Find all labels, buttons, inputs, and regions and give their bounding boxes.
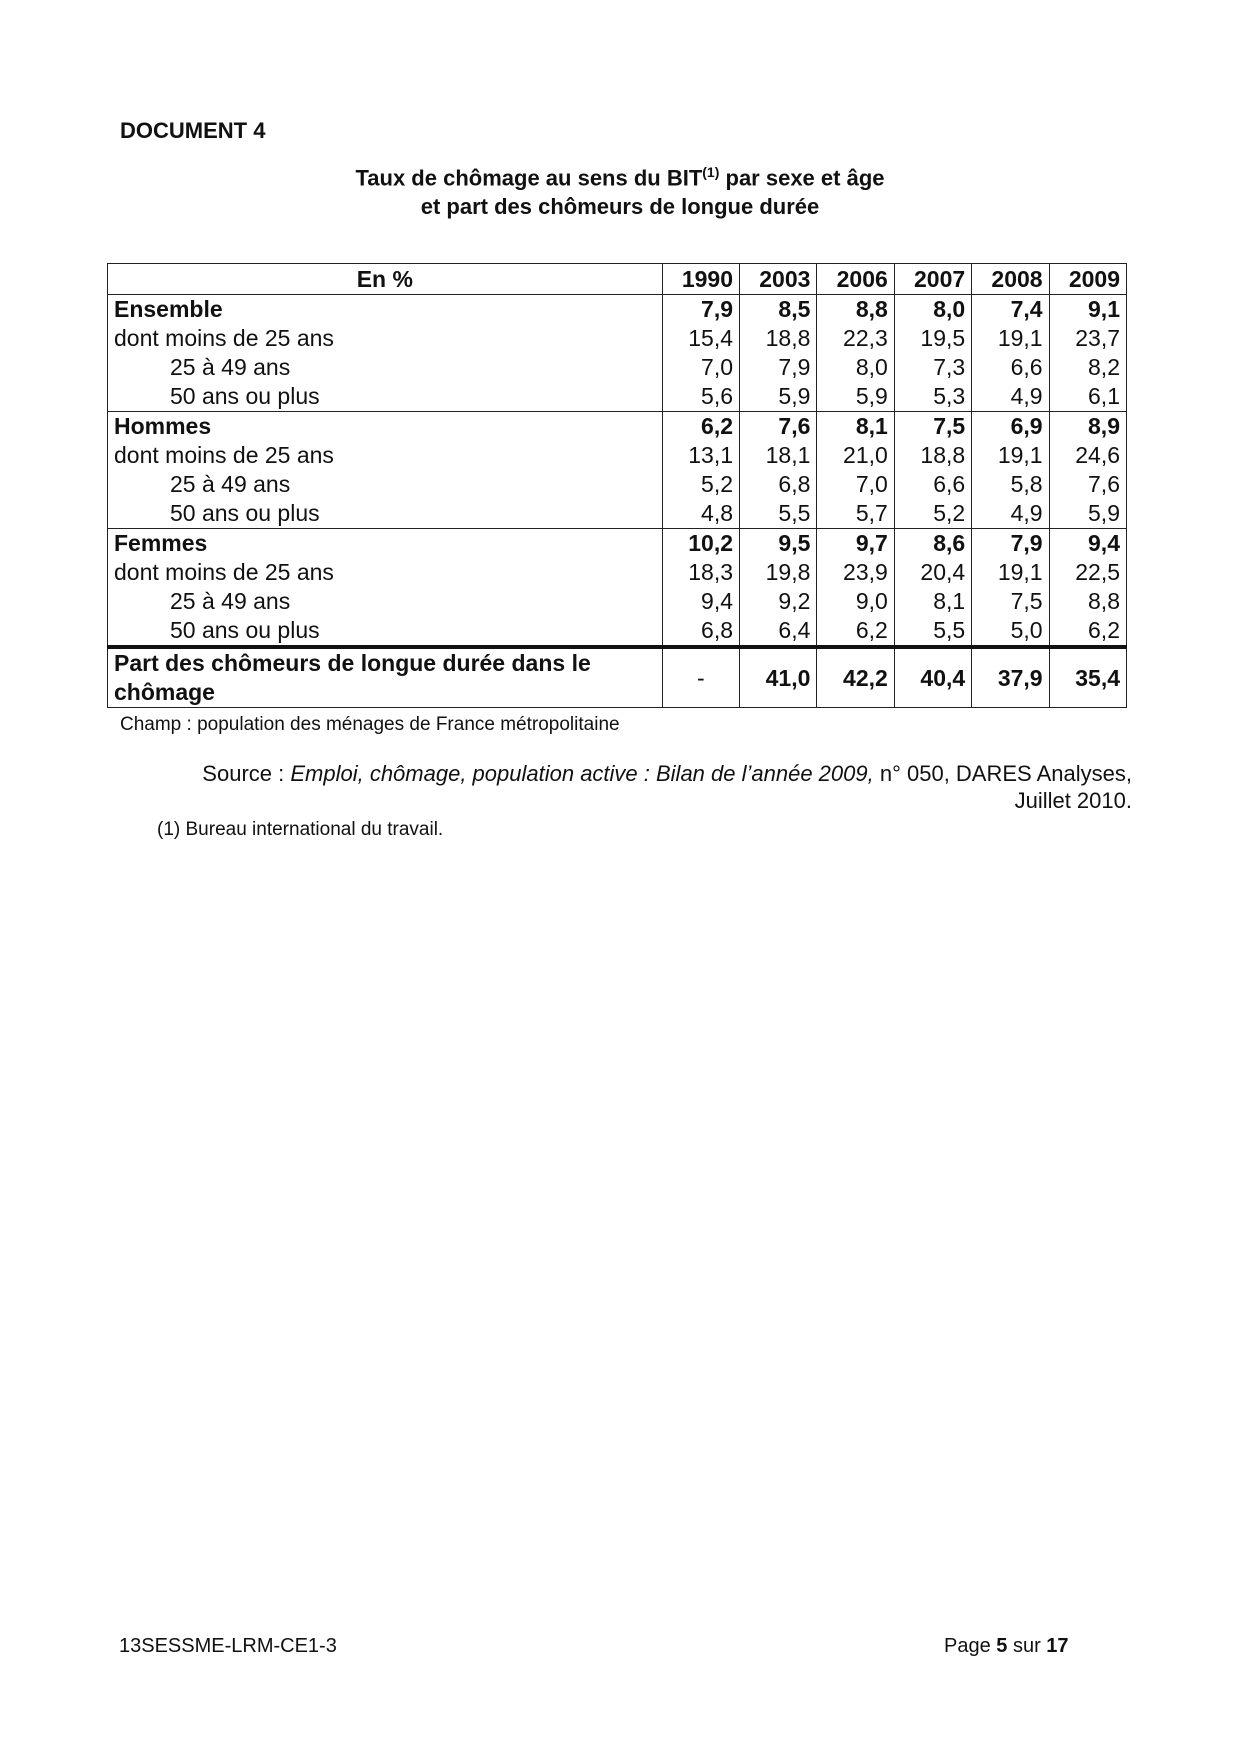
title-line1-suffix: par sexe et âge (719, 165, 885, 191)
table-cell: 21,0 (817, 441, 894, 470)
table-cell: 24,6 (1049, 441, 1126, 470)
year-header: 1990 (662, 264, 739, 295)
source-rest: n° 050, DARES Analyses, (873, 761, 1132, 786)
table-cell: 4,9 (972, 499, 1049, 529)
table-cell: 8,5 (740, 295, 817, 325)
table-cell: 22,3 (817, 324, 894, 353)
table-cell: 7,5 (972, 587, 1049, 616)
table-cell: 37,9 (972, 647, 1049, 708)
table-cell: 5,8 (972, 470, 1049, 499)
table-cell: 7,0 (662, 353, 739, 382)
table-cell: 15,4 (662, 324, 739, 353)
table-cell: 6,2 (1049, 616, 1126, 647)
table-row (108, 324, 1127, 353)
table-cell: 7,5 (894, 412, 971, 442)
table-cell: 9,0 (817, 587, 894, 616)
table-cell: 7,9 (972, 529, 1049, 559)
table-cell: 8,8 (817, 295, 894, 325)
table-cell: 5,9 (1049, 499, 1126, 529)
table-cell: 10,2 (662, 529, 739, 559)
table-cell: 5,9 (740, 382, 817, 412)
table-cell: 9,5 (740, 529, 817, 559)
footer-code: 13SESSME-LRM-CE1-3 (119, 1635, 337, 1657)
table-row (108, 441, 1127, 470)
row-label: 50 ans ou plus (108, 499, 663, 529)
table-cell: 5,2 (894, 499, 971, 529)
page-current: 5 (996, 1635, 1008, 1657)
table-cell: 8,8 (1049, 587, 1126, 616)
table-cell: 5,2 (662, 470, 739, 499)
scope-note: Champ : population des ménages de France métropolitaine (120, 714, 620, 735)
table-cell: 5,5 (740, 499, 817, 529)
table-cell: 4,8 (662, 499, 739, 529)
table-cell: 7,0 (817, 470, 894, 499)
table-cell: 7,4 (972, 295, 1049, 325)
table-cell: - (662, 647, 739, 708)
table-cell: 42,2 (817, 647, 894, 708)
table-cell: 18,1 (740, 441, 817, 470)
year-header: 2009 (1049, 264, 1126, 295)
table-cell: 7,6 (1049, 470, 1126, 499)
long-term-row (108, 647, 1127, 708)
table-cell: 5,3 (894, 382, 971, 412)
source-date: Juillet 2010. (1014, 788, 1132, 813)
group-name: Femmes (108, 529, 663, 559)
group-total-row (108, 529, 1127, 559)
table-cell: 9,4 (1049, 529, 1126, 559)
table-cell: 4,9 (972, 382, 1049, 412)
page-total: 17 (1046, 1635, 1069, 1657)
table-cell: 23,7 (1049, 324, 1126, 353)
table-cell: 7,9 (740, 353, 817, 382)
title-line1-text: Taux de chômage au sens du BIT (355, 165, 703, 191)
table-cell: 19,1 (972, 324, 1049, 353)
year-header: 2006 (817, 264, 894, 295)
row-label: dont moins de 25 ans (108, 558, 663, 587)
table-row (108, 616, 1127, 647)
table-cell: 5,5 (894, 616, 971, 647)
table-row (108, 558, 1127, 587)
table-cell: 9,4 (662, 587, 739, 616)
table-cell: 5,0 (972, 616, 1049, 647)
table-cell: 35,4 (1049, 647, 1126, 708)
unit-header: En % (108, 264, 663, 295)
title-line2: et part des chômeurs de longue durée (420, 194, 820, 220)
document-label: DOCUMENT 4 (120, 118, 266, 143)
table-cell: 8,1 (817, 412, 894, 442)
table-cell: 19,5 (894, 324, 971, 353)
table-cell: 5,9 (817, 382, 894, 412)
group-name: Hommes (108, 412, 663, 442)
page-of-word: sur (1007, 1635, 1047, 1657)
table-cell: 40,4 (894, 647, 971, 708)
table-cell: 22,5 (1049, 558, 1126, 587)
table-cell: 6,6 (972, 353, 1049, 382)
table-cell: 41,0 (740, 647, 817, 708)
long-term-label: Part des chômeurs de longue durée dans le chômage (108, 647, 663, 708)
table-row (108, 587, 1127, 616)
footnote: (1) Bureau international du travail. (157, 819, 444, 840)
row-label: 50 ans ou plus (108, 616, 663, 647)
table-cell: 8,2 (1049, 353, 1126, 382)
table-cell: 6,6 (894, 470, 971, 499)
table-header-row (108, 264, 1127, 295)
row-label: 50 ans ou plus (108, 382, 663, 412)
source-prefix: Source : (202, 761, 291, 786)
group-total-row (108, 295, 1127, 325)
table-cell: 13,1 (662, 441, 739, 470)
table-cell: 8,9 (1049, 412, 1126, 442)
table-cell: 7,9 (662, 295, 739, 325)
row-label: 25 à 49 ans (108, 587, 663, 616)
year-header: 2007 (894, 264, 971, 295)
table-cell: 6,8 (662, 616, 739, 647)
table-row (108, 470, 1127, 499)
unemployment-table (107, 263, 1127, 708)
table-cell: 18,8 (894, 441, 971, 470)
table-cell: 8,0 (894, 295, 971, 325)
table-title (0, 158, 1240, 221)
group-total-row (108, 412, 1127, 442)
table-cell: 18,3 (662, 558, 739, 587)
table-cell: 7,6 (740, 412, 817, 442)
page-word: Page (944, 1635, 997, 1657)
table-cell: 6,2 (817, 616, 894, 647)
table-cell: 6,1 (1049, 382, 1126, 412)
table-cell: 5,6 (662, 382, 739, 412)
table-row (108, 382, 1127, 412)
table-cell: 19,1 (972, 558, 1049, 587)
year-header: 2008 (972, 264, 1049, 295)
table-cell: 19,1 (972, 441, 1049, 470)
table-cell: 6,8 (740, 470, 817, 499)
row-label: 25 à 49 ans (108, 353, 663, 382)
row-label: 25 à 49 ans (108, 470, 663, 499)
table-cell: 8,1 (894, 587, 971, 616)
table-cell: 20,4 (894, 558, 971, 587)
table-cell: 8,0 (817, 353, 894, 382)
title-footnote-ref: (1) (702, 164, 720, 180)
table-row (108, 353, 1127, 382)
table-cell: 8,6 (894, 529, 971, 559)
row-label: dont moins de 25 ans (108, 441, 663, 470)
table-cell: 9,1 (1049, 295, 1126, 325)
table-cell: 5,7 (817, 499, 894, 529)
source-citation (140, 760, 1132, 814)
table-cell: 9,7 (817, 529, 894, 559)
table-cell: 9,2 (740, 587, 817, 616)
table-row (108, 499, 1127, 529)
group-name: Ensemble (108, 295, 663, 325)
year-header: 2003 (740, 264, 817, 295)
table-cell: 6,2 (662, 412, 739, 442)
table-cell: 6,4 (740, 616, 817, 647)
table-cell: 23,9 (817, 558, 894, 587)
table-cell: 18,8 (740, 324, 817, 353)
row-label: dont moins de 25 ans (108, 324, 663, 353)
table-cell: 7,3 (894, 353, 971, 382)
table-cell: 19,8 (740, 558, 817, 587)
source-title: Emploi, chômage, population active : Bilan de l’année 2009, (290, 761, 874, 786)
page-number (944, 1635, 1069, 1658)
table-cell: 6,9 (972, 412, 1049, 442)
